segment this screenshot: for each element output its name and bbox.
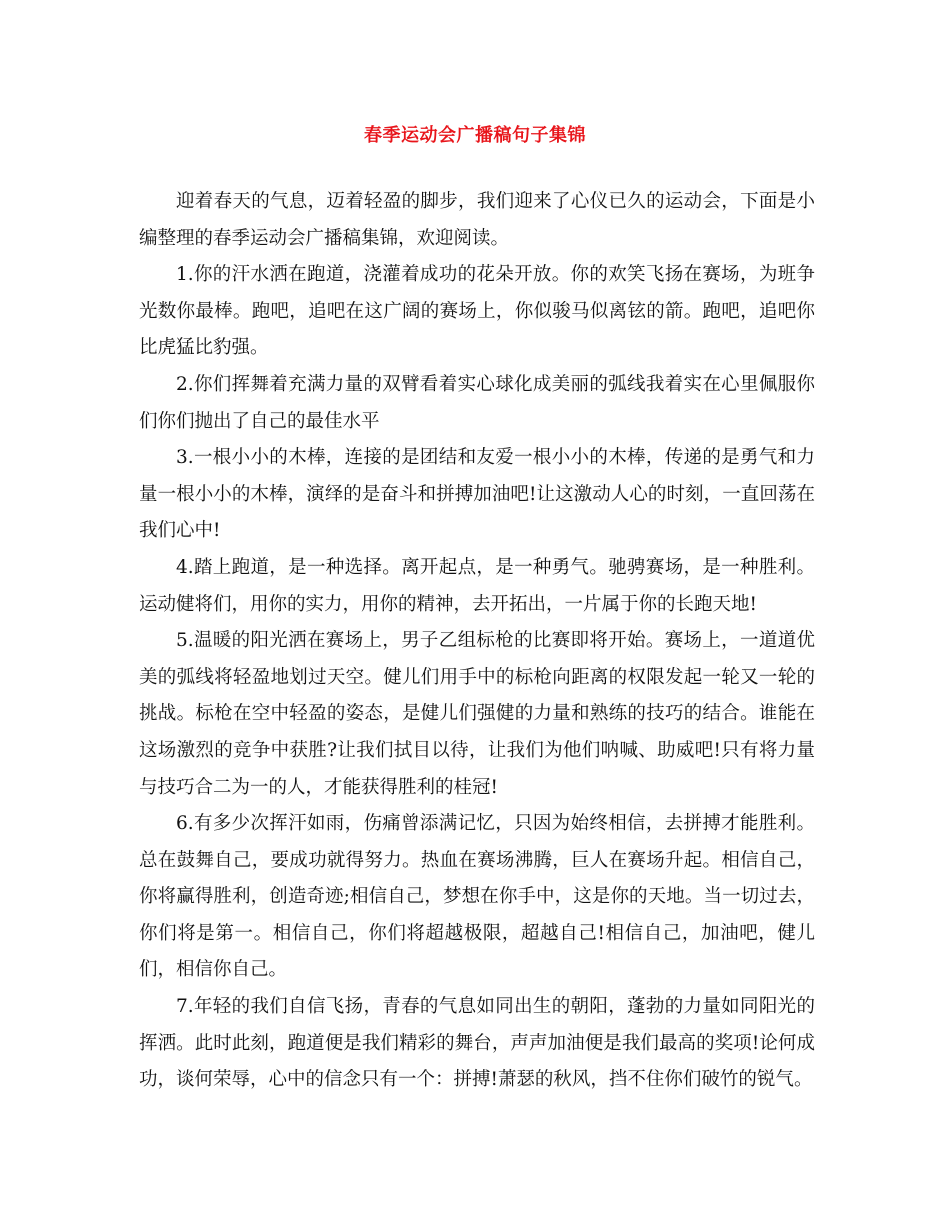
paragraph-1: 1.你的汗水洒在跑道，浇灌着成功的花朵开放。你的欢笑飞扬在赛场，为班争光数你最棒。跑吧，追吧在这广阔的赛场上，你似骏马似离铉的箭。跑吧，追吧你比虎猛比豹强。 — [139, 264, 815, 359]
paragraph-4: 4.踏上跑道，是一种选择。离开起点，是一种勇气。驰骋赛场，是一种胜利。运动健将们，用你的实力，用你的精神，去开拓出，一片属于你的长跑天地! — [139, 556, 815, 615]
paragraph-3: 3.一根小小的木棒，连接的是团结和友爱一根小小的木棒，传递的是勇气和力量一根小小的木棒，演绎的是奋斗和拼搏加油吧!让这激动人心的时刻，一直回荡在我们心中! — [139, 447, 815, 542]
paragraph-7: 7.年轻的我们自信飞扬，青春的气息如同出生的朝阳，蓬勃的力量如同阳光的挥洒。此时此刻，跑道便是我们精彩的舞台，声声加油便是我们最高的奖项!论何成功，谈何荣辱，心中的信念只有一个：拼搏!萧瑟的秋风，挡不住你们破竹的锐气。 — [139, 996, 815, 1091]
paragraph-2: 2.你们挥舞着充满力量的双臂看着实心球化成美丽的弧线我着实在心里佩服你们你们抛出了自己的最佳水平 — [139, 373, 815, 432]
paragraph-5: 5.温暖的阳光洒在赛场上，男子乙组标枪的比赛即将开始。赛场上，一道道优美的弧线将轻盈地划过天空。健儿们用手中的标枪向距离的权限发起一轮又一轮的挑战。标枪在空中轻盈的姿态，是健儿们强健的力量和熟练的技巧的结合。谁能在这场激烈的竞争中获胜?让我们拭目以待，让我们为他们呐喊、助威吧!只有将力量与技巧合二为一的人，才能获得胜利的桂冠! — [139, 630, 815, 798]
document-body — [139, 184, 815, 1099]
paragraph-6: 6.有多少次挥汗如雨，伤痛曾添满记忆，只因为始终相信，去拼搏才能胜利。总在鼓舞自己，要成功就得努力。热血在赛场沸腾，巨人在赛场升起。相信自己，你将赢得胜利，创造奇迹;相信自己，梦想在你手中，这是你的天地。当一切过去，你们将是第一。相信自己，你们将超越极限，超越自己!相信自己，加油吧，健儿们，相信你自己。 — [139, 813, 815, 981]
document-title: 春季运动会广播稿句子集锦 — [364, 125, 586, 146]
intro-paragraph: 迎着春天的气息，迈着轻盈的脚步，我们迎来了心仪已久的运动会，下面是小编整理的春季运动会广播稿集锦，欢迎阅读。 — [139, 191, 815, 249]
